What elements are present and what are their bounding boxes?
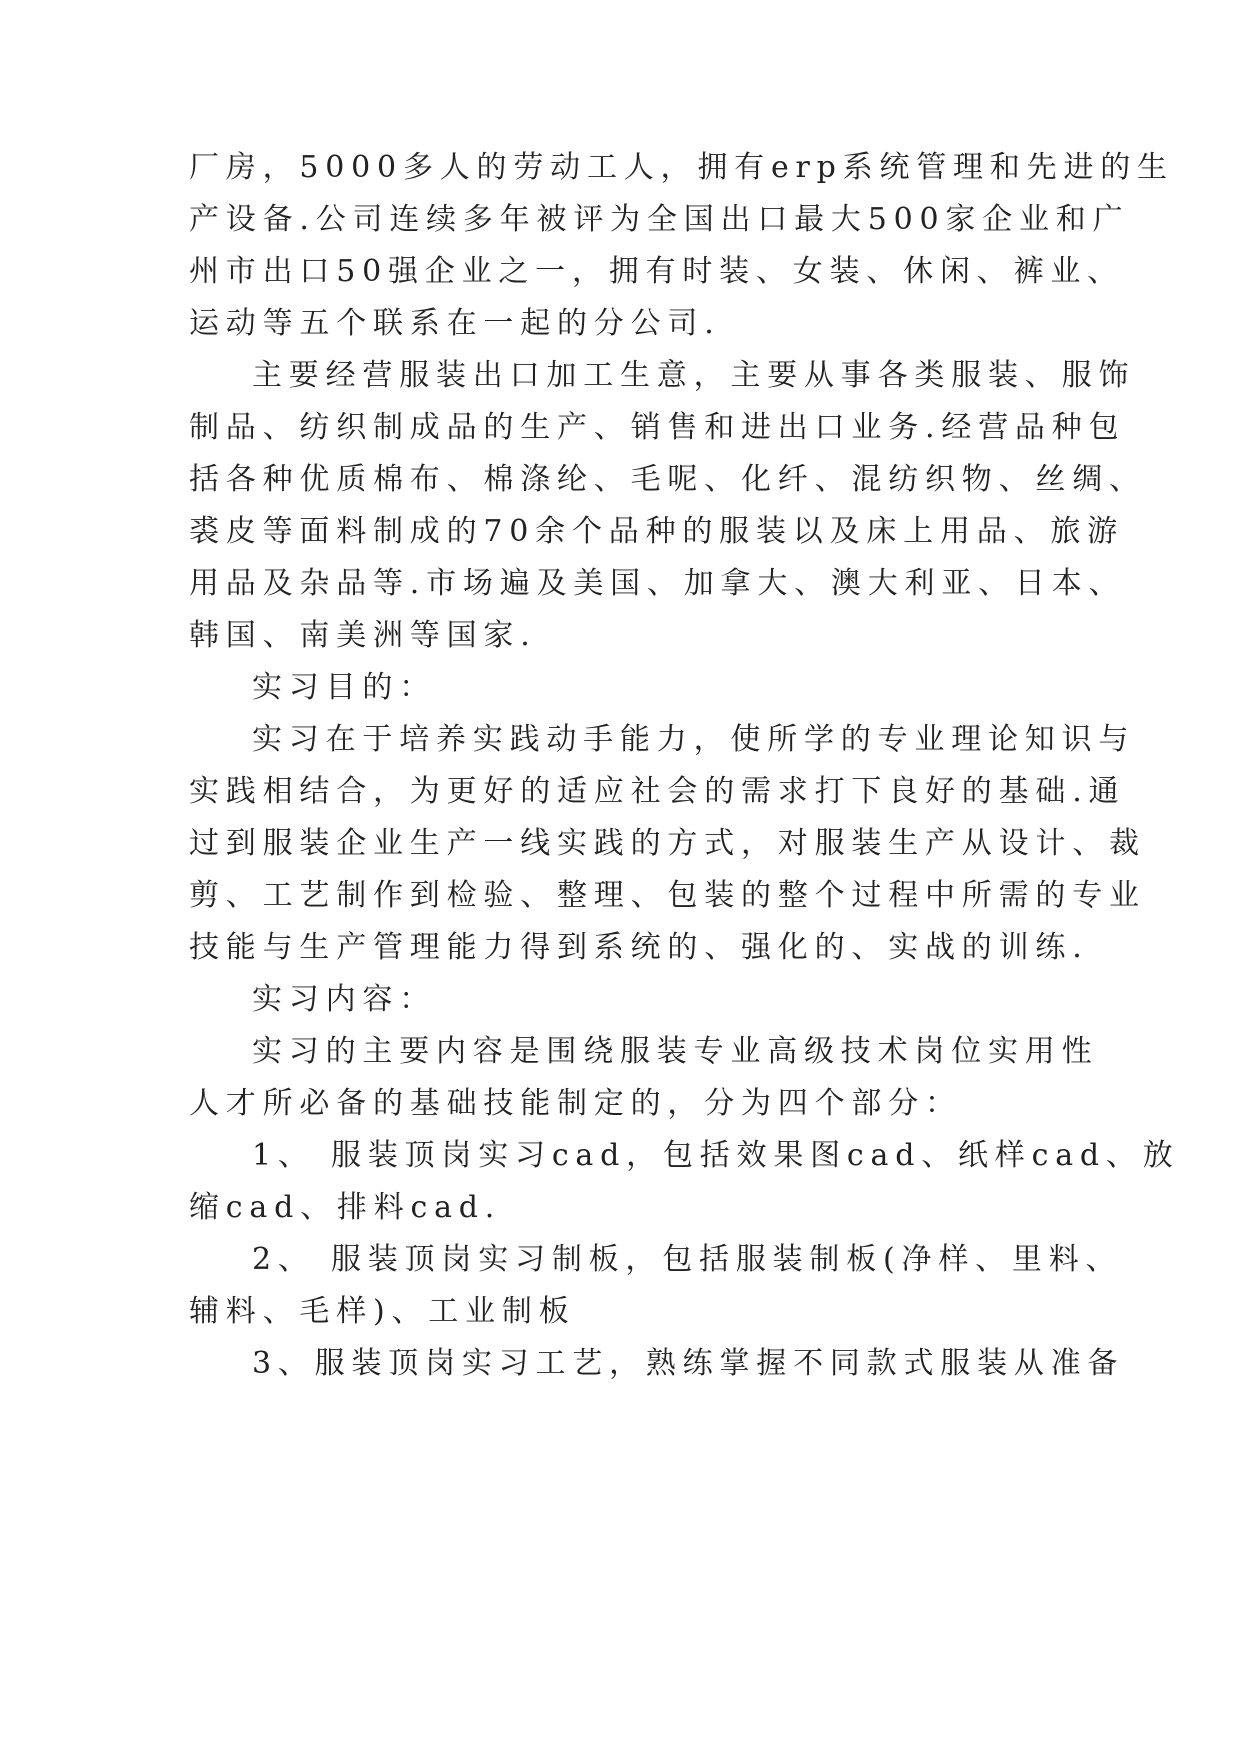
text-line: 过到服装企业生产一线实践的方式，对服装生产从设计、裁 xyxy=(189,826,1146,861)
text-line: 技能与生产管理能力得到系统的、强化的、实战的训练. xyxy=(189,930,1089,965)
text-line: 用品及杂品等.市场遍及美国、加拿大、澳大利亚、日本、 xyxy=(189,566,1126,601)
text-line: 韩国、南美洲等国家. xyxy=(189,618,537,653)
paragraph-start-line: 实习的主要内容是围绕服装专业高级技术岗位实用性 xyxy=(252,1034,1099,1069)
text-line: 缩cad、排料cad. xyxy=(189,1190,502,1225)
text-line: 厂房，5000多人的劳动工人，拥有erp系统管理和先进的生 xyxy=(189,150,1174,185)
text-line: 辅料、毛样)、工业制板 xyxy=(189,1294,576,1329)
text-line: 括各种优质棉布、棉涤纶、毛呢、化纤、混纺织物、丝绸、 xyxy=(189,462,1146,497)
text-line: 裘皮等面料制成的70余个品种的服装以及床上用品、旅游 xyxy=(189,514,1124,549)
paragraph-start-line: 实习在于培养实践动手能力，使所学的专业理论知识与 xyxy=(252,722,1136,757)
list-item-line: 2、 服装顶岗实习制板，包括服装制板(净样、里料、 xyxy=(252,1242,1123,1277)
list-item-line: 1、 服装顶岗实习cad，包括效果图cad、纸样cad、放 xyxy=(252,1138,1180,1173)
text-line: 州市出口50强企业之一，拥有时装、女装、休闲、裤业、 xyxy=(189,254,1124,289)
text-line: 实践相结合，为更好的适应社会的需求打下良好的基础.通 xyxy=(189,774,1126,809)
list-item-line: 3、服装顶岗实习工艺，熟练掌握不同款式服装从准备 xyxy=(252,1346,1125,1381)
text-line: 产设备.公司连续多年被评为全国出口最大500家企业和广 xyxy=(189,202,1130,237)
text-line: 运动等五个联系在一起的分公司. xyxy=(189,306,721,341)
text-line: 制品、纺织制成品的生产、销售和进出口业务.经营品种包 xyxy=(189,410,1126,445)
section-heading: 实习内容： xyxy=(252,982,436,1017)
text-line: 剪、工艺制作到检验、整理、包装的整个过程中所需的专业 xyxy=(189,878,1146,913)
paragraph-start-line: 主要经营服装出口加工生意，主要从事各类服装、服饰 xyxy=(252,358,1136,393)
section-heading: 实习目的： xyxy=(252,670,436,705)
text-line: 人才所必备的基础技能制定的，分为四个部分： xyxy=(189,1086,962,1121)
